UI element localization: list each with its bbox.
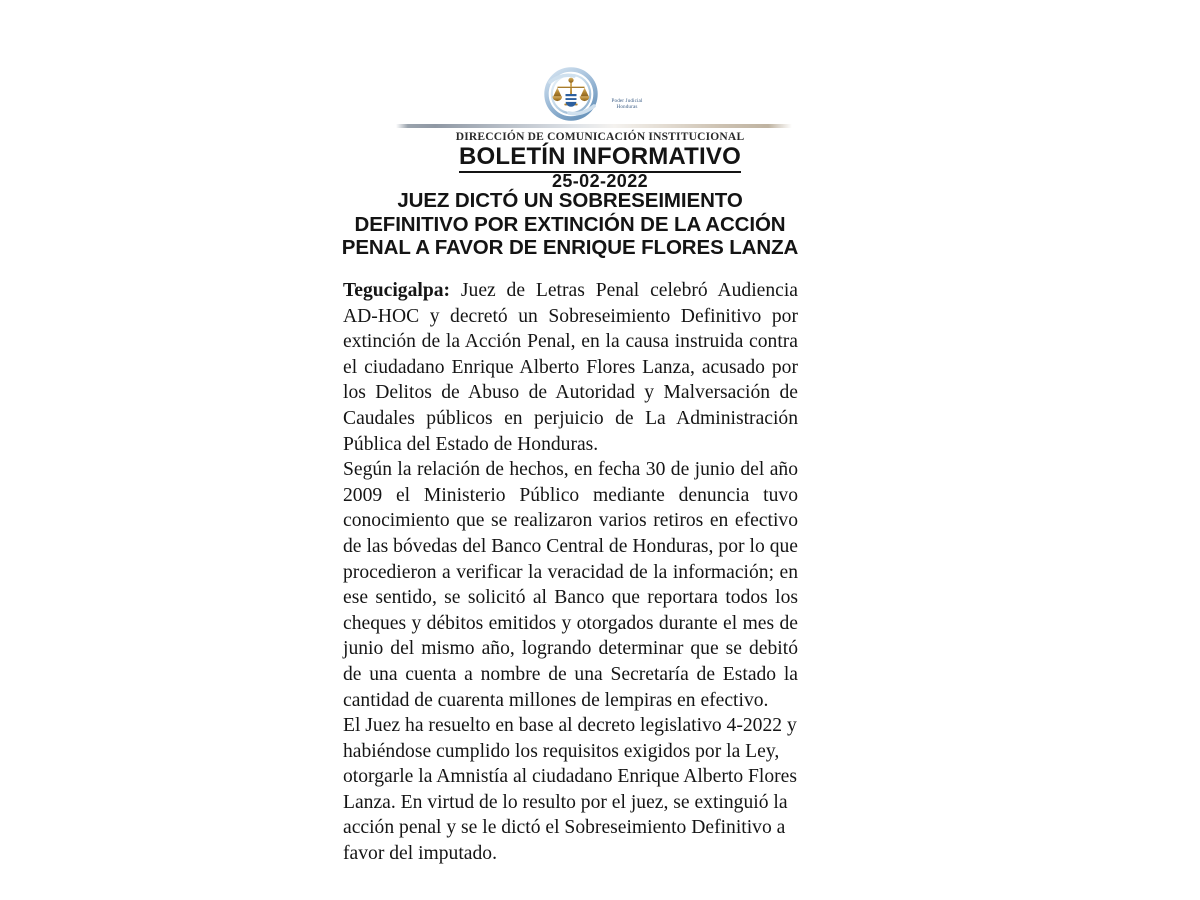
scales-of-justice-seal-icon: [544, 66, 602, 124]
paragraph-1: [343, 278, 798, 457]
seal-caption: [596, 98, 658, 111]
gradient-rule-divider: [396, 124, 792, 128]
bulletin-title-text: BOLETÍN INFORMATIVO: [459, 143, 741, 173]
masthead: [0, 66, 1200, 129]
paragraph-3: El Juez ha resuelto en base al decreto legislativo 4-2022 y habiéndose cumplido los requisitos exigidos por la Ley, otorgarle la Amnistía al ciudadano Enrique Alberto Flores Lanza. En virtud de lo resulto por el juez, se extinguió la acción penal y se le dictó el Sobreseimiento Definitivo a favor del imputado.: [343, 715, 797, 865]
issue-date: 25-02-2022: [551, 171, 649, 191]
body-column: [343, 278, 798, 867]
seal-caption-line1: Poder Judicial: [611, 98, 643, 104]
paragraph-2: Según la relación de hechos, en fecha 30 de junio del año 2009 el Ministerio Público mediante denuncia tuvo conocimiento que se realizaron varios retiros en efectivo de las bóvedas del Banco Central de Honduras, por lo que procedieron a verificar la veracidad de la información; en ese sentido, se solicitó al Banco que reportara todos los cheques y débitos emitidos y otorgados durante el mes de junio del mismo año, logrando determinar que se debitó de una cuenta a nombre de una Secretaría de Estado la cantidad de cuarenta millones de lempiras en efectivo.: [343, 459, 798, 711]
paragraph-1-text: Juez de Letras Penal celebró Audiencia AD-HOC y decretó un Sobreseimiento Definitivo por extinción de la Acción Penal, en la causa instruida contra el ciudadano Enrique Alberto Flores Lanza, acusado por los Delitos de Abuso de Autoridad y Malversación de Caudales públicos en perjuicio de La Administración Pública del Estado de Honduras.: [343, 280, 798, 455]
headline: JUEZ DICTÓ UN SOBRESEIMIENTO DEFINITIVO POR EXTINCIÓN DE LA ACCIÓN PENAL A FAVOR DE ENRIQUE FLORES LANZA: [341, 189, 799, 259]
dateline: Tegucigalpa:: [343, 280, 451, 301]
department-line: DIRECCIÓN DE COMUNICACIÓN INSTITUCIONAL: [455, 131, 745, 143]
institutional-logo: [544, 66, 656, 124]
seal-caption-line2: Honduras: [616, 104, 638, 111]
bulletin-title: [0, 143, 1200, 171]
